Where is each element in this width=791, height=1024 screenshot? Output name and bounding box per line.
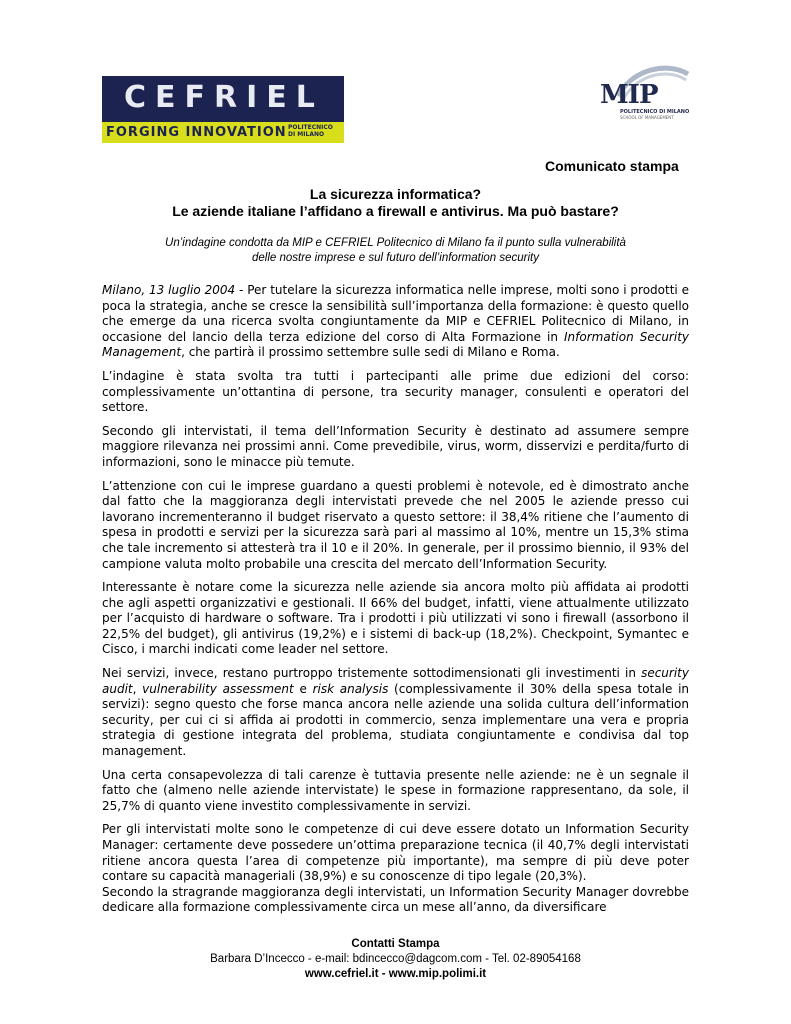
- subtitle-line-1: Un’indagine condotta da MIP e CEFRIEL Politecnico di Milano fa il punto sulla vulnerabilità: [165, 237, 626, 249]
- subtitle: [0, 236, 791, 266]
- paragraph-9: Secondo la stragrande maggioranza degli intervistati, un Information Security Manager dovrebbe dedicare alla formazione complessivamente circa un mese all’anno, da diversificare: [102, 884, 689, 915]
- cefriel-politecnico-mark: POLITECNICO DI MILANO: [288, 124, 333, 138]
- paragraph-7: Una certa consapevolezza di tali carenze è tuttavia presente nelle aziende: ne è un segnale il fatto che (almeno nelle aziende intervistate) le spese in formazione rappresentano, da sole, il 25,7% di quanto viene investito complessivamente in servizi.: [102, 767, 689, 813]
- cefriel-wordmark: CEFRIEL: [124, 80, 324, 115]
- dateline: Milano, 13 luglio 2004 -: [102, 283, 244, 297]
- paragraph-1: [102, 283, 689, 361]
- press-release-label: Comunicato stampa: [545, 158, 679, 174]
- paragraph-1-text-a: Per tutelare la sicurezza informatica nelle imprese, molti sono i prodotti e poca la strategia, anche se cresce la sensibilità sull’importanza della formazione: è questo quello che emerge da una ricerca svolta congiuntamente da MIP e CEFRIEL Politecnico di Milano, in occasione del lancio della terza edizione del corso di Alta Formazione in: [102, 283, 689, 344]
- paragraph-6: [102, 666, 689, 760]
- headline-line-1: La sicurezza informatica?: [309, 186, 482, 202]
- cefriel-tagline-band: [102, 122, 344, 143]
- paragraph-6-text-a: Nei servizi, invece, restano purtroppo tristemente sottodimensionati gli investimenti in: [102, 666, 642, 681]
- cefriel-logo: [102, 76, 344, 143]
- paragraph-1-text-b: , che partirà il prossimo settembre sulle sedi di Milano e Roma.: [181, 345, 560, 360]
- subtitle-line-2: delle nostre imprese e sul futuro dell’information security: [252, 252, 539, 264]
- paragraph-6-text-c: e: [293, 681, 313, 696]
- paragraph-8: Per gli intervistati molte sono le competenze di cui deve essere dotato un Information Security Manager: certamente deve possedere un’ottima preparazione tecnica (il 40,7% degli intervistati ritiene ancora questa l’area di competenze più importante), ma sempre di più deve poter contare su capacità manageriali (38,9%) e su conoscenze di tipo legale (20,3%).: [102, 822, 689, 884]
- contacts-line: Barbara D’Incecco - e-mail: bdincecco@dagcom.com - Tel. 02-89054168: [210, 953, 581, 965]
- paragraph-5: Interessante è notare come la sicurezza nelle aziende sia ancora molto più affidata ai prodotti che agli aspetti organizzativi e gestionali. Il 66% del budget, infatti, viene attualmente utilizzato per l’acquisto di hardware o software. Tra i prodotti i più utilizzati vi sono i firewall (assorbono il 22,5% del budget), gli antivirus (19,2%) e i sistemi di back-up (18,2%). Checkpoint, Symantec e Cisco, i marchi indicati come leader nel settore.: [102, 580, 689, 657]
- paragraph-3: Secondo gli intervistati, il tema dell’Information Security è destinato ad assumere sempre maggiore rilevanza nei prossimi anni. Come prevedibile, virus, worm, disservizi e perdita/furto di informazioni, sono le minacce più temute.: [102, 423, 689, 469]
- term-risk-analysis: risk analysis: [312, 681, 389, 696]
- paragraph-6-text-b: ,: [132, 681, 143, 696]
- cefriel-logo-band: [102, 76, 344, 122]
- mip-subtitle: POLITECNICO DI MILANO: [620, 109, 690, 115]
- term-vulnerability-assessment: vulnerability assessment: [142, 681, 294, 696]
- paragraph-2: L’indagine è stata svolta tra tutti i partecipanti alle prime due edizioni del corso: complessivamente un’ottantina di persone, tra security manager, consulenti e operatori del settore.: [102, 368, 689, 415]
- cefriel-tagline: FORGING INNOVATION: [106, 125, 287, 140]
- headline: [0, 186, 791, 220]
- course-name: Information Security Management: [102, 329, 690, 360]
- mip-logo: [598, 60, 690, 120]
- press-contacts: [0, 937, 791, 982]
- article-body: [102, 283, 689, 924]
- mip-school-label: SCHOOL OF MANAGEMENT: [620, 115, 674, 120]
- contacts-title: Contatti Stampa: [351, 938, 440, 950]
- paragraph-4: L’attenzione con cui le imprese guardano a questi problemi è notevole, ed è dimostrato anche dal fatto che la maggioranza degli intervistati prevede che nel 2005 le aziende presso cui lavorano incrementeranno il budget riservato a questo settore: il 38,4% ritiene che l’aumento di spesa in prodotti e servizi per la sicurezza sarà pari al massimo al 10%, mentre un 15,3% stima che tale incremento si attesterà tra il 10 e il 20%. In generale, per il prossimo biennio, il 93% del campione valuta molto probabile una crescita del mercato dell’Information Security.: [102, 478, 689, 571]
- headline-line-2: Le aziende italiane l’affidano a firewall e antivirus. Ma può bastare?: [172, 203, 619, 219]
- term-security-audit: security audit: [102, 666, 689, 696]
- mip-wordmark: MIP: [600, 80, 658, 110]
- paragraph-6-text-d: (complessivamente il 30% della spesa totale in servizi): segno questo che forse manca ancora nelle aziende una solida cultura dell’information security, per cui ci si affida ai prodotti in commercio, senza implementare una vera e propria strategia di gestione integrata del problema, studiata congiuntamente e condivisa dal top management.: [102, 681, 690, 759]
- contacts-websites: www.cefriel.it - www.mip.polimi.it: [304, 968, 487, 980]
